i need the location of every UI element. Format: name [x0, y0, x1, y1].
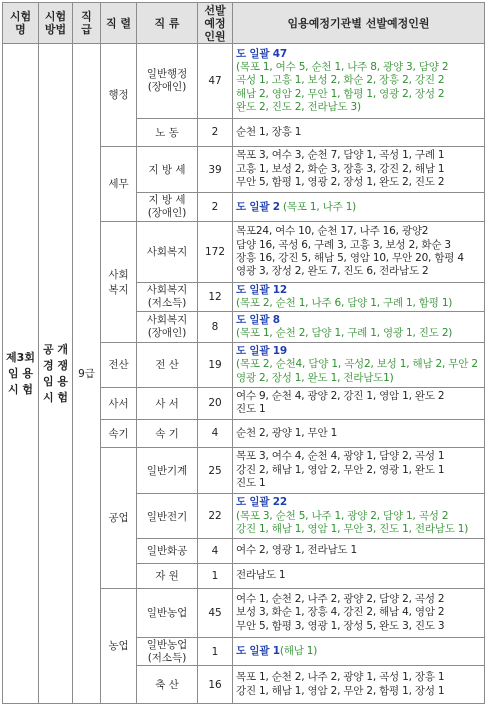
header-exam-name: 시험명 — [3, 3, 39, 44]
count-cell: 39 — [198, 146, 233, 193]
region-list: (목포 3, 순천 5, 나주 1, 광양 2, 담양 1, 곡성 2 강진 1, 해남 1, 영암 1, 무안 3, 진도 1, 전라남도 1) — [236, 509, 469, 535]
count-cell: 45 — [198, 588, 233, 637]
job-cell: 사 서 — [137, 387, 198, 420]
header-job-series: 직 렬 — [101, 3, 137, 44]
region-cell: 전라남도 1 — [233, 563, 485, 588]
region-cell: 여수 9, 순천 4, 광양 2, 강진 1, 영암 1, 완도 2 진도 1 — [233, 387, 485, 420]
lead-text: 도 일괄 22 — [236, 496, 287, 509]
series-welfare: 사회 복지 — [101, 221, 137, 342]
count-cell: 19 — [198, 342, 233, 387]
count-cell: 172 — [198, 221, 233, 282]
region-cell — [233, 44, 485, 119]
job-cell: 속 기 — [137, 420, 198, 447]
count-cell: 2 — [198, 193, 233, 221]
series-electronic: 전산 — [101, 342, 137, 387]
header-grade: 직급 — [73, 3, 101, 44]
job-cell: 사회복지 (저소득) — [137, 282, 198, 311]
series-librarian: 사서 — [101, 387, 137, 420]
region-list: (목포 2, 순천4, 담양 1, 곡성2, 보성 1, 해남 2, 무안 2 영광 2, 장성 1, 완도 1, 전라남도1) — [236, 358, 478, 384]
job-cell: 일반전기 — [137, 494, 198, 539]
header-job-type: 직 류 — [137, 3, 198, 44]
header-row — [3, 3, 485, 44]
region-list: (목포 1, 나주 1) — [279, 200, 357, 213]
job-cell: 일반농업 (저소득) — [137, 637, 198, 665]
count-cell: 4 — [198, 539, 233, 563]
region-cell: 여수 1, 순천 2, 나주 2, 광양 2, 담양 2, 곡성 2 보성 3, 화순 1, 장흥 4, 강진 2, 해남 4, 영암 2 무안 5, 함평 3, 영광 1, 장성 5, 완도 3, 진도 3 — [233, 588, 485, 637]
series-industrial: 공업 — [101, 447, 137, 588]
table-row — [3, 44, 485, 119]
region-list: (해남 1) — [279, 644, 318, 657]
job-cell: 일반농업 — [137, 588, 198, 637]
job-cell: 사회복지 (장애인) — [137, 312, 198, 343]
lead-text: 도 일괄 2 — [236, 200, 280, 213]
count-cell: 4 — [198, 420, 233, 447]
count-cell: 25 — [198, 447, 233, 494]
lead-text: 도 일괄 47 — [236, 47, 287, 60]
lead-text: 도 일괄 12 — [236, 283, 287, 296]
job-cell: 전 산 — [137, 342, 198, 387]
exam-name-cell: 제3회 임 용 시 험 — [3, 44, 39, 704]
count-cell: 22 — [198, 494, 233, 539]
region-cell — [233, 637, 485, 665]
exam-method-cell: 공 개 경 쟁 임 용 시 험 — [39, 44, 73, 704]
region-cell — [233, 494, 485, 539]
lead-text: 도 일괄 19 — [236, 344, 287, 357]
job-cell: 지 방 세 — [137, 146, 198, 193]
header-regions: 임용예정기관별 선발예정인원 — [233, 3, 485, 44]
region-cell: 순천 1, 장흥 1 — [233, 119, 485, 146]
count-cell: 47 — [198, 44, 233, 119]
count-cell: 8 — [198, 312, 233, 343]
region-cell — [233, 312, 485, 343]
region-list: (목포 1, 여수 5, 순천 1, 나주 8, 광양 3, 담양 2 곡성 1, 고흥 1, 보성 2, 화순 2, 장흥 2, 강진 2 해남 2, 영암 2, 무안 1, 함평 1, 영광 2, 장성 2 완도 2, 진도 2, 전라남도 3) — [236, 61, 449, 114]
count-cell: 2 — [198, 119, 233, 146]
job-cell: 일반화공 — [137, 539, 198, 563]
region-cell — [233, 342, 485, 387]
lead-text: 도 일괄 8 — [236, 313, 280, 326]
series-stenography: 속기 — [101, 420, 137, 447]
header-exam-method: 시험 방법 — [39, 3, 73, 44]
region-cell: 순천 2, 광양 1, 무안 1 — [233, 420, 485, 447]
region-cell: 목포 1, 순천 2, 나주 2, 광양 1, 곡성 1, 장흥 1 강진 1, 해남 1, 영암 2, 무안 2, 함평 1, 장성 1 — [233, 666, 485, 704]
job-cell: 일반행정 (장애인) — [137, 44, 198, 119]
header-count: 선발 예정 인원 — [198, 3, 233, 44]
count-cell: 20 — [198, 387, 233, 420]
count-cell: 1 — [198, 563, 233, 588]
grade-cell: 9급 — [73, 44, 101, 704]
job-cell: 노 동 — [137, 119, 198, 146]
series-admin: 행정 — [101, 44, 137, 147]
region-cell: 목포24, 여수 10, 순천 17, 나주 16, 광양2 담양 16, 곡성 6, 구례 3, 고흥 3, 보성 2, 화순 3 장흥 16, 강진 5, 해남 5, 영암 10, 무안 20, 함평 4 영광 3, 장성 2, 완도 7, 진도 6, 전라남도 2 — [233, 221, 485, 282]
job-cell: 사회복지 — [137, 221, 198, 282]
count-cell: 12 — [198, 282, 233, 311]
job-cell: 자 원 — [137, 563, 198, 588]
job-cell: 축 산 — [137, 666, 198, 704]
region-cell — [233, 193, 485, 221]
series-agriculture: 농업 — [101, 588, 137, 703]
series-tax: 세무 — [101, 146, 137, 221]
region-cell: 목포 3, 여수 3, 순천 7, 담양 1, 곡성 1, 구례 1 고흥 1, 보성 2, 화순 3, 장흥 3, 강진 2, 해남 1 무안 5, 함평 1, 영광 2, 장성 1, 완도 2, 진도 2 — [233, 146, 485, 193]
region-list: (목포 2, 순천 1, 나주 6, 담양 1, 구례 1, 함평 1) — [236, 297, 453, 310]
region-cell — [233, 282, 485, 311]
count-cell: 1 — [198, 637, 233, 665]
lead-text: 도 일괄 1 — [236, 644, 280, 657]
job-cell: 지 방 세 (장애인) — [137, 193, 198, 221]
region-cell: 목포 3, 여수 4, 순천 4, 광양 1, 담양 2, 곡성 1 강진 2, 해남 1, 영암 2, 무안 2, 영광 1, 완도 1 진도 1 — [233, 447, 485, 494]
count-cell: 16 — [198, 666, 233, 704]
recruitment-table — [2, 2, 485, 704]
region-list: (목포 1, 순천 2, 담양 1, 구례 1, 영광 1, 진도 2) — [236, 327, 453, 340]
region-cell: 여수 2, 영광 1, 전라남도 1 — [233, 539, 485, 563]
job-cell: 일반기계 — [137, 447, 198, 494]
